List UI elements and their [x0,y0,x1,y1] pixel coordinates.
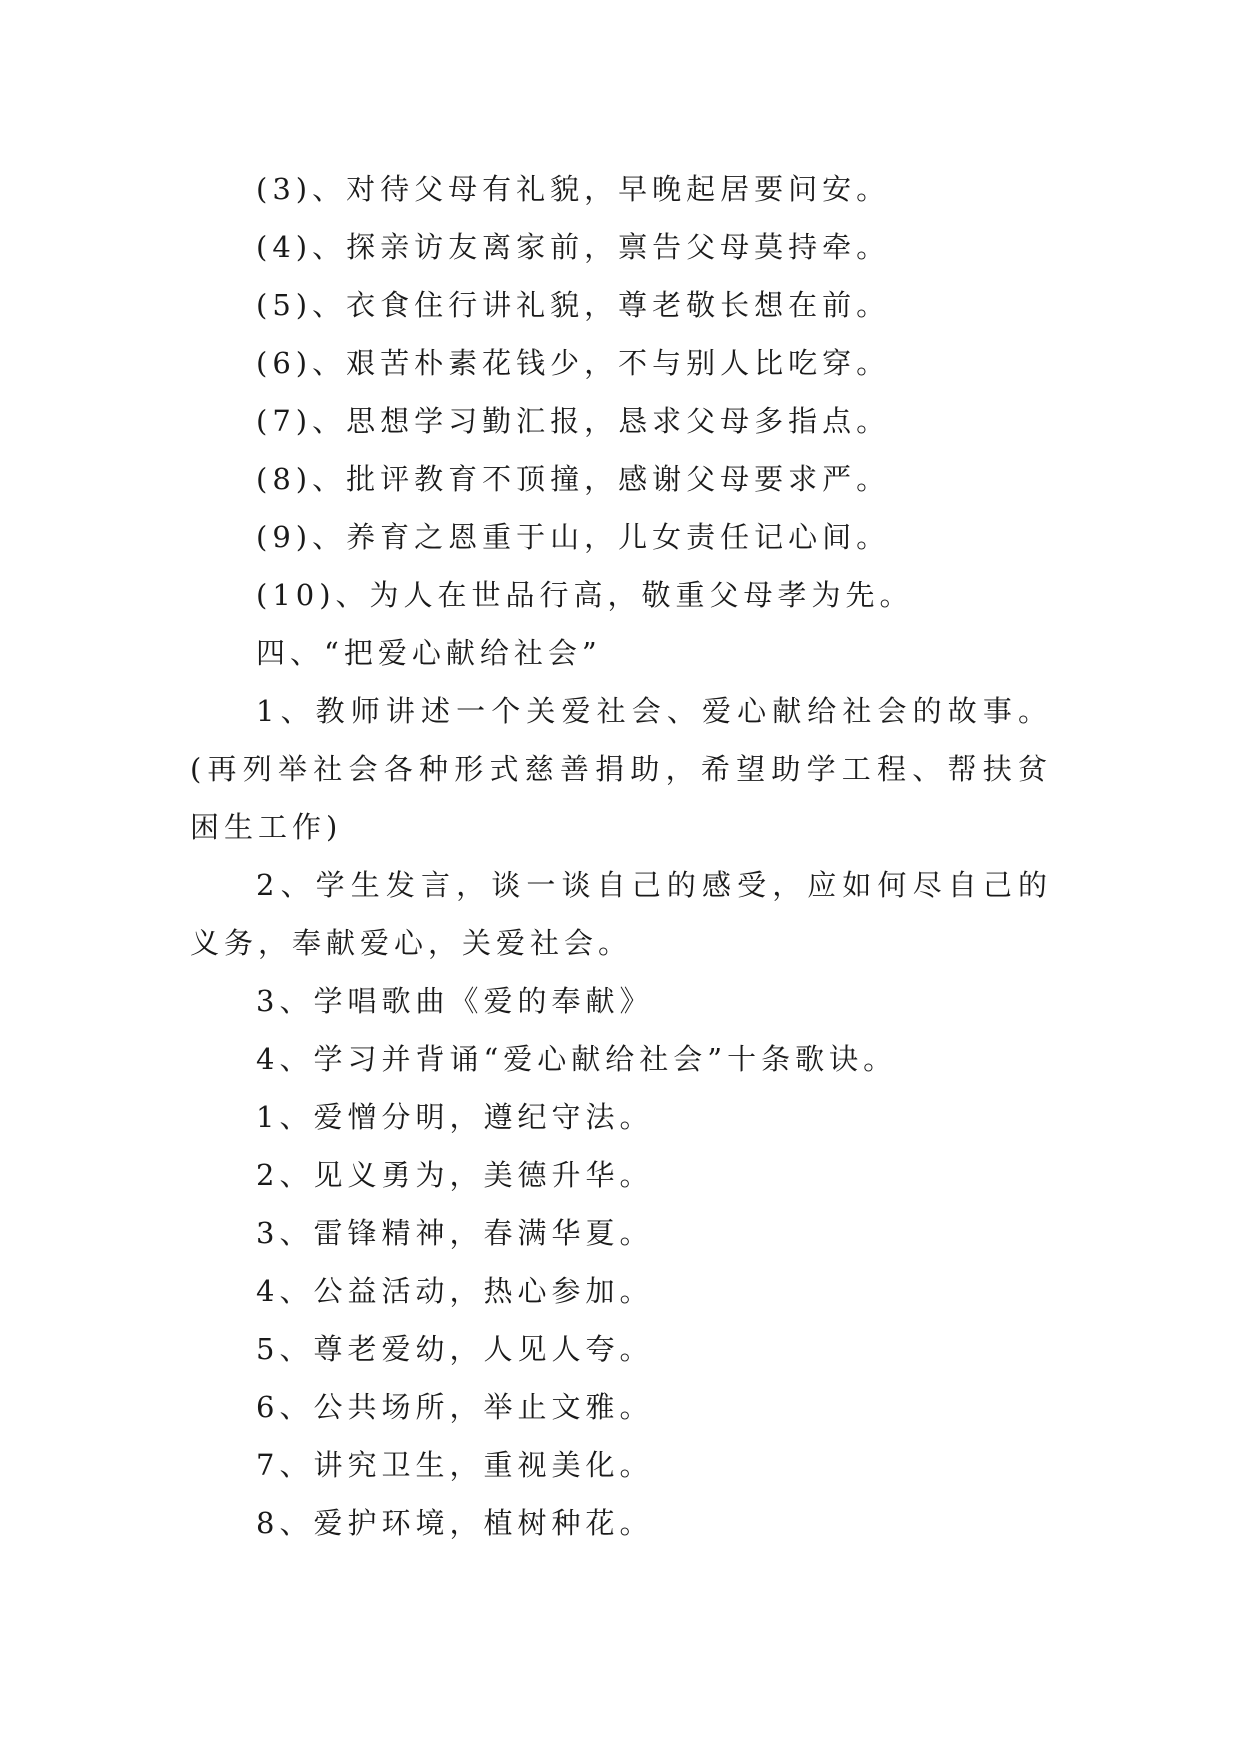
rule-item-5: (5)、衣食住行讲礼貌，尊老敬长想在前。 [256,288,891,322]
verse-item-3: 3、雷锋精神，春满华夏。 [256,1216,654,1250]
activity-step-4: 4、学习并背诵“爱心献给社会”十条歌诀。 [256,1042,898,1076]
verse-item-4: 4、公益活动，热心参加。 [256,1274,654,1308]
rule-item-4: (4)、探亲访友离家前，禀告父母莫持牵。 [256,230,891,264]
verse-item-2: 2、见义勇为，美德升华。 [256,1158,654,1192]
rule-item-10: (10)、为人在世品行高，敬重父母孝为先。 [256,578,914,612]
rule-item-6: (6)、艰苦朴素花钱少，不与别人比吃穿。 [256,346,891,380]
rule-item-9: (9)、养育之恩重于山，儿女责任记心间。 [256,520,891,554]
verse-item-6: 6、公共场所，举止文雅。 [256,1390,654,1424]
rule-item-3: (3)、对待父母有礼貌，早晚起居要问安。 [256,172,891,206]
verse-item-7: 7、讲究卫生，重视美化。 [256,1448,654,1482]
activity-step-3: 3、学唱歌曲《爱的奉献》 [256,984,654,1018]
verse-item-1: 1、爱憎分明，遵纪守法。 [256,1100,654,1134]
activity-step-2: 2、学生发言，谈一谈自己的感受，应如何尽自己的义务，奉献爱心，关爱社会。 [190,868,1052,960]
section-heading: 四、“把爱心献给社会” [256,636,602,670]
document-body [190,160,1052,1552]
activity-step-1: 1、教师讲述一个关爱社会、爱心献给社会的故事。(再列举社会各种形式慈善捐助，希望助学工程、帮扶贫困生工作) [190,694,1052,844]
verse-item-8: 8、爱护环境，植树种花。 [256,1506,654,1540]
rule-item-7: (7)、思想学习勤汇报，恳求父母多指点。 [256,404,891,438]
verse-item-5: 5、尊老爱幼，人见人夸。 [256,1332,654,1366]
rule-item-8: (8)、批评教育不顶撞，感谢父母要求严。 [256,462,891,496]
